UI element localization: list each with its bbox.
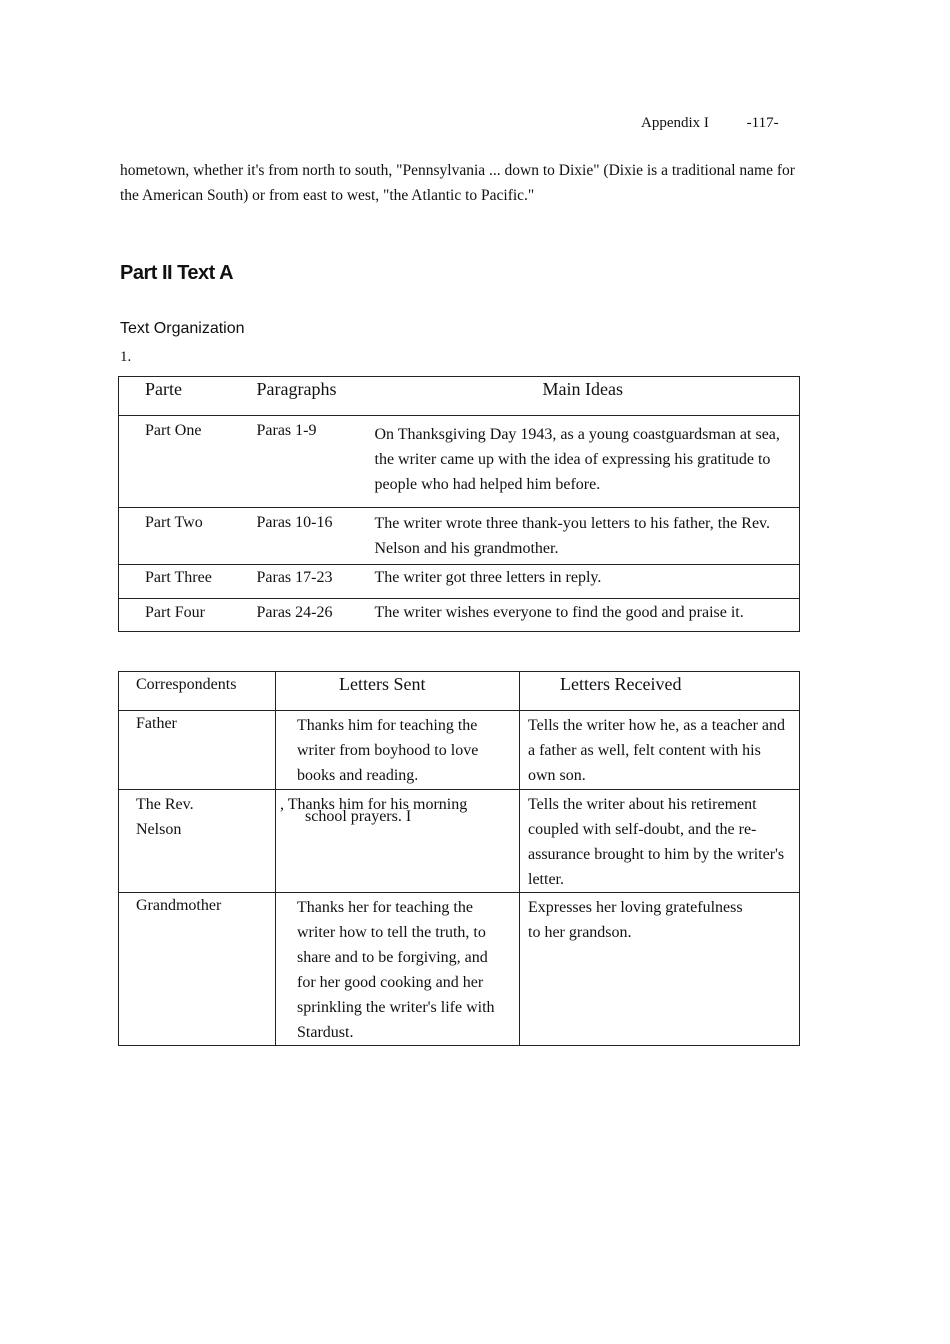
item-number: 1.	[120, 349, 132, 365]
table-cell: Thanks her for teaching the writer how to tell the truth, to share and to be forgiving, and for her good cooking and her sprinkling the writer's life with Stardust.	[276, 893, 520, 1046]
table-row	[119, 565, 800, 599]
organization-table	[118, 376, 800, 632]
section-heading: Part II Text A	[120, 262, 234, 284]
table-cell: Paras 24-26	[247, 599, 365, 632]
table-cell: Paras 10-16	[247, 508, 365, 565]
table-cell: Tells the writer how he, as a teacher and a father as well, felt content with his own son.	[520, 711, 800, 790]
subsection-heading: Text Organization	[120, 320, 245, 337]
table-cell: The writer wishes everyone to find the good and praise it.	[365, 599, 800, 632]
page-number: -117-	[746, 115, 779, 131]
table-cell: Father	[119, 711, 276, 790]
table-cell: The writer wrote three thank-you letters to his father, the Rev. Nelson and his grandmother.	[365, 508, 800, 565]
table-cell: Part Three	[119, 565, 247, 599]
header-cell: Parte	[119, 377, 247, 416]
page-header	[641, 115, 779, 132]
table-cell: Part Four	[119, 599, 247, 632]
table-row	[119, 599, 800, 632]
table-cell-text: , Thanks him for his morning	[280, 796, 468, 813]
table-cell: The writer got three letters in reply.	[365, 565, 800, 599]
table-cell: Paras 17-23	[247, 565, 365, 599]
header-cell: Main Ideas	[365, 377, 800, 416]
appendix-label: Appendix I	[641, 115, 709, 131]
table-row	[119, 416, 800, 508]
table-cell: On Thanksgiving Day 1943, as a young coastguardsman at sea, the writer came up with the idea of expressing his gratitude to people who had helped him before.	[365, 416, 800, 508]
table-row	[119, 711, 800, 790]
header-cell: Paragraphs	[247, 377, 365, 416]
table-row	[119, 508, 800, 565]
table-cell: Paras 1-9	[247, 416, 365, 508]
table-row	[119, 893, 800, 1046]
table-cell: The Rev. Nelson	[119, 790, 276, 893]
overlapping-text	[280, 792, 509, 832]
table-cell-text-overlap: school prayers. I	[305, 808, 412, 825]
table-cell: Part One	[119, 416, 247, 508]
letters-table	[118, 671, 800, 1046]
table-cell: Grandmother	[119, 893, 276, 1046]
table-cell: Thanks him for teaching the writer from boyhood to love books and reading.	[276, 711, 520, 790]
table-header-row	[119, 377, 800, 416]
table-cell: Expresses her loving gratefulness to her grandson.	[520, 893, 800, 1046]
header-cell: Letters Received	[520, 672, 800, 711]
header-cell: Correspondents	[119, 672, 276, 711]
table-row	[119, 790, 800, 893]
table-cell: Part Two	[119, 508, 247, 565]
intro-paragraph: hometown, whether it's from north to south, "Pennsylvania ... down to Dixie" (Dixie is a traditional name for the American South) or from east to west, "the Atlantic to Pacific."	[120, 162, 795, 204]
table-header-row	[119, 672, 800, 711]
table-cell	[276, 790, 520, 893]
header-cell: Letters Sent	[276, 672, 520, 711]
table-cell: Tells the writer about his retirement coupled with self-doubt, and the re-assurance brought to him by the writer's letter.	[520, 790, 800, 893]
